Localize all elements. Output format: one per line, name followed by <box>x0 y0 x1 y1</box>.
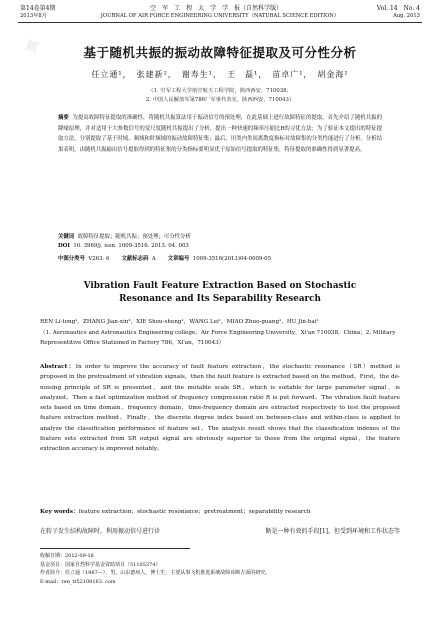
keywords-cn-text: 故障特征提取；随机共振；预处理；可分性分析 <box>77 234 191 240</box>
keywords-en-label: Key words： <box>40 509 79 515</box>
footnotes <box>40 552 410 586</box>
journal-name-cn: 空 军 工 程 大 学 学 报（自然科学版） <box>150 5 283 12</box>
keywords-cn-label: 关键词 <box>58 234 75 240</box>
keywords-cn <box>58 232 191 240</box>
footnote-rule <box>40 548 190 549</box>
clc-label: 中图分类号 <box>58 256 85 262</box>
volume-issue-en: Vol. 14 No. 4 <box>376 5 420 12</box>
running-header <box>0 0 440 26</box>
doc-code-label: 文献标志码 <box>121 256 149 262</box>
header-rule <box>18 22 422 23</box>
footnote-received: 收稿日期：2012-09-18 <box>40 553 94 559</box>
doi-text: 10. 3969/j. issn. 1009-3516. 2013. 04. 003 <box>73 243 189 249</box>
doc-code-value: A <box>151 256 156 262</box>
journal-name-en: JOURNAL OF AIR FORCE ENGINEERING UNIVERSITY（NATURAL SCIENCE EDITION） <box>100 13 340 19</box>
abstract-en-text: In order to improve the accuracy of fault feature extraction，the stochastic resonance（SR）method is proposed in the pretreatment of vibration signals，then the fault feature is extracted based on the method。First，the de-noising principle of SR is presented，and the mutable scale SR，which is suitable for large parameter signal，is analyzed。Then a fast optimization method of frequency compression ratio R is put forward。The vibration fault feature sets based on time domain，frequency domain，time-frequency domain are extracted respectively to test the proposed feature extraction method。Finally，the discrete degree index based on between-class and within-class is applied to analyze the classification performance of feature set。The analysis result shows that the classification indexes of the feature sets extracted from SR output signal are obviously superior to those from the original signal，the feature extraction accuracy is improved notably。 <box>40 364 400 453</box>
affiliation-cn-2: 2. 中国人民解放军第786厂军事代表室，陕西西安，710043） <box>145 97 295 103</box>
date-cn: 2013年8月 <box>20 13 47 19</box>
body-column-left: 在转子发生结构故障时，利用振动信号进行诊 <box>40 528 161 535</box>
doi-label: DOI <box>58 243 70 249</box>
clc-value: V263. 6 <box>88 256 110 262</box>
footnote-email: E-mail：ren_tt52108163. com <box>40 578 116 585</box>
abstract-cn-text: 为提高故障特征提取的准确性，将随机共振算法用于振动信号的预处理，在此基础上进行故障特征的提取。首先介绍了随机共振的降噪原理，并对适用于大参数信号的变尺度随机共振提出了分析，提出一种快速的频率压缩比R的寻优方法；为了验证本文提出的特征提取方法，分别提取了基于时域、频域和时频域的振动故障特征集；最后，用类内类间离散度指标对故障集的分类性能进行了分析。分析结果表明，由随机共振输出信号提取得到的特征集的分类指标要明显优于原始信号提取的特征集，特征提取的准确性得到显著提高。 <box>58 115 382 153</box>
watermark-decoration: ✦ <box>13 26 52 69</box>
footnote-funding: 基金项目：国家自然科学基金资助项目（51105374） <box>40 561 161 568</box>
footnote-author-bio: 作者简介：任立通（1987—），男，山东德州人，博士生，主要从事飞机推进系统故障诊断方面的研究。 <box>40 570 271 577</box>
abstract-en-label: Abstract： <box>40 364 76 370</box>
keywords-en <box>40 506 400 515</box>
article-no-label: 文章编号 <box>167 256 190 262</box>
keywords-en-text: feature extraction；stochastic resonance；pretreatment；separability research <box>78 509 311 515</box>
paper-title-cn: 基于随机共振的振动故障特征提取及可分性分析 <box>83 45 357 60</box>
article-no-value: 1009-3516(2013)04-0009-05 <box>192 256 272 262</box>
body-text-start <box>40 526 400 535</box>
affiliation-cn-1: （1. 空军工程大学航空航天工程学院，陕西西安，710038； <box>148 88 292 94</box>
authors-cn: 任立通¹， 张建新²， 谢寿生¹， 王 磊¹， 苗卓广¹， 胡金海¹ <box>91 70 349 79</box>
authors-en: REN Li-tong¹，ZHANG Jian-xin²，XIE Shou-sheng¹，WANG Lei¹，MIAO Zhuo-guang¹，HU Jin-hai¹ <box>40 319 319 325</box>
volume-issue-cn: 第14卷第4期 <box>20 5 56 12</box>
abstract-en <box>40 362 400 455</box>
date-en: Aug. 2013 <box>393 12 420 19</box>
abstract-cn-label: 摘要 <box>58 115 69 121</box>
affiliations-en: （1. Aeronautics and Astronautics Engineering college，Air Force Engineering University，Xi'an 710038，China；2. Military Representitive Office Stationed in Factory 786，Xi'an，710043） <box>40 330 396 346</box>
classification-line <box>58 254 271 262</box>
doi <box>58 243 189 249</box>
paper-title-en: Vibration Fault Feature Extraction Based on Stochastic Resonance and Its Separability Research <box>83 281 357 304</box>
body-column-right: 断是一种有效的手段[1]，但受到环境和工作状态等 <box>265 528 400 535</box>
abstract-cn <box>58 113 382 155</box>
